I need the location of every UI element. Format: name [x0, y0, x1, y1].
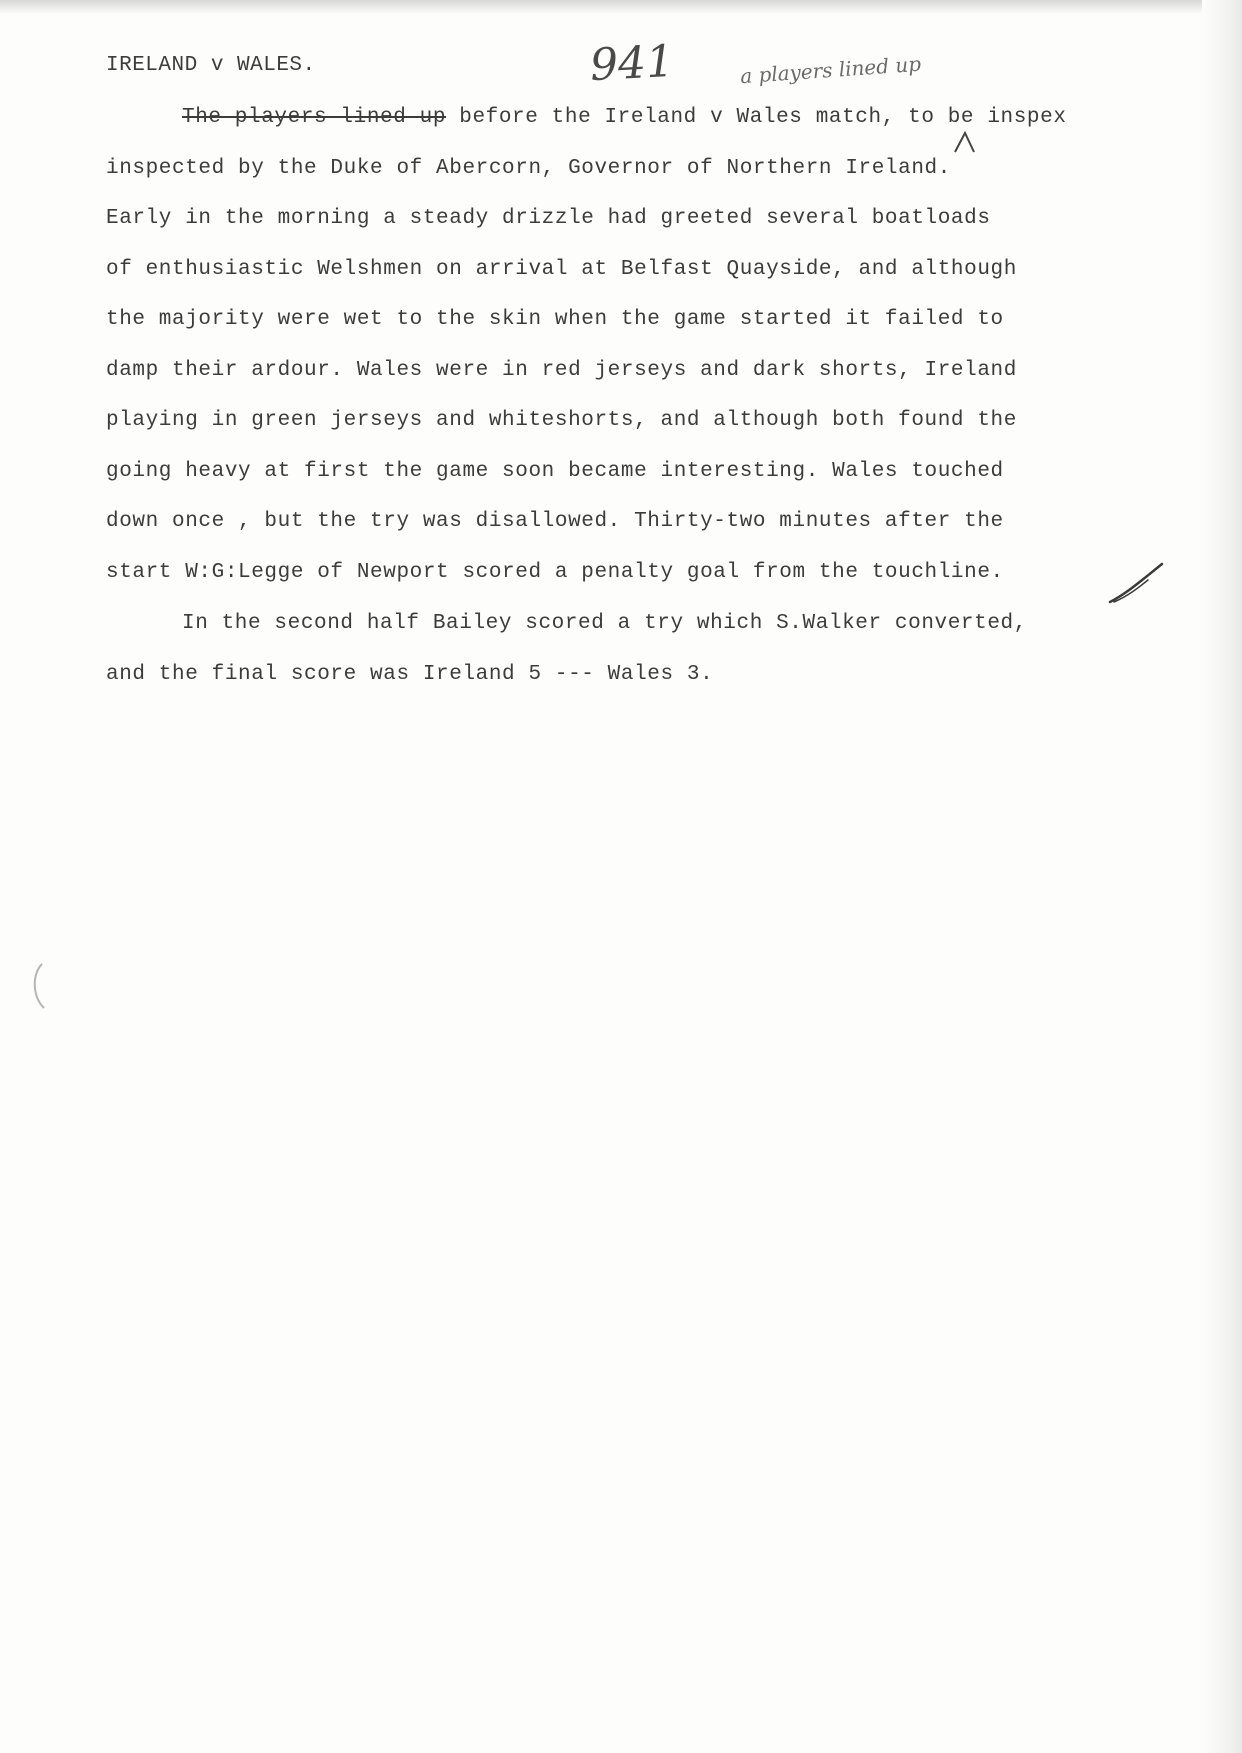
pen-stroke-mark-icon: [1108, 558, 1164, 608]
line-text: before the Ireland v Wales match, to be inspex: [446, 106, 1067, 129]
margin-bracket-mark-icon: [28, 962, 46, 1010]
handwritten-margin-note: a players lined up: [739, 51, 922, 89]
text-line-7: playing in green jerseys and whiteshorts, and although both found the: [106, 409, 1017, 432]
text-line-10: start W:G:Legge of Newport scored a penalty goal from the touchline.: [106, 561, 1004, 584]
text-line-8: going heavy at first the game soon became interesting. Wales touched: [106, 460, 1004, 483]
insertion-caret-icon: [952, 130, 978, 154]
page-right-shadow: [1202, 0, 1242, 1753]
document-heading: IRELAND v WALES.: [106, 54, 316, 77]
text-line-1: [182, 106, 1067, 129]
text-line-4: of enthusiastic Welshmen on arrival at Belfast Quayside, and although: [106, 258, 1017, 281]
text-line-11: In the second half Bailey scored a try which S.Walker converted,: [182, 612, 1027, 635]
text-line-5: the majority were wet to the skin when the game started it failed to: [106, 308, 1004, 331]
text-line-3: Early in the morning a steady drizzle had greeted several boatloads: [106, 207, 991, 230]
page-top-shadow: [0, 0, 1242, 14]
struck-phrase: The players lined up: [182, 106, 447, 129]
handwritten-folio-number: 941: [588, 35, 676, 92]
text-line-12: and the final score was Ireland 5 --- Wales 3.: [106, 663, 714, 686]
text-line-2: inspected by the Duke of Abercorn, Governor of Northern Ireland.: [106, 157, 951, 180]
text-line-6: damp their ardour. Wales were in red jerseys and dark shorts, Ireland: [106, 359, 1017, 382]
text-line-9: down once , but the try was disallowed. Thirty-two minutes after the: [106, 510, 1004, 533]
